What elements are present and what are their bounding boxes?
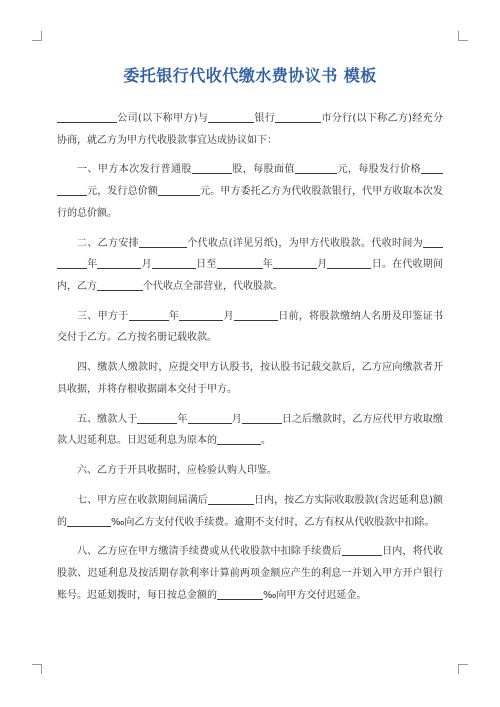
blank-field	[327, 256, 371, 269]
blank-field	[208, 110, 254, 123]
paragraph-2: 二、乙方安排 个代收点(详见另纸)，为甲方代收股款。代收时间为年 月 日至 年 月 日。在代收期间内，乙方 个代收点全部营业，代收股款。	[57, 233, 443, 298]
paragraph-4: 四、缴款人缴款时，应提交甲方认股书，按认股书记载交款后，乙方应向缴款者开具收据，并将存根收据副本交付于甲方。	[57, 362, 443, 395]
paragraph-3: 三、甲方于 年 月 日前，将股款缴纳人名册及印鉴证书交付于乙方。乙方按名册记载收款。	[57, 306, 443, 349]
blank-field	[234, 308, 278, 321]
blank-field	[57, 183, 87, 196]
blank-field	[179, 308, 223, 321]
blank-field	[97, 256, 141, 269]
paragraph-5: 五、缴款人于 年 月 日之后缴款时，乙方应代甲方收取缴款人迟延利息。日迟延利息为原本的 。	[57, 409, 443, 452]
blank-field	[217, 432, 261, 445]
blank-field	[158, 183, 200, 196]
blank-field	[423, 235, 443, 248]
crop-mark-top-right	[458, 31, 468, 41]
blank-field	[137, 411, 177, 424]
blank-field	[67, 514, 111, 527]
blank-field	[342, 543, 382, 556]
paragraph-intro: 公司(以下称甲方)与 银行 市分行(以下称乙方)经充分协商，就乙方为甲方代收股款事宜达成协议如下：	[57, 108, 443, 151]
paragraph-7: 七、甲方应在收款期间届满后 日内，按乙方实际收取股款(含迟延利息)额的 ‰向乙方支付代收手续费。逾期不支付时，乙方有权从代收股款中扣除。	[57, 490, 443, 533]
blank-field	[275, 110, 321, 123]
crop-mark-bottom-right	[458, 664, 468, 674]
blank-field	[139, 235, 187, 248]
crop-mark-bottom-left	[32, 664, 42, 674]
blank-field	[421, 161, 443, 174]
crop-mark-top-left	[32, 31, 42, 41]
paragraph-8: 八、乙方应在甲方缴清手续费或从代收股款中扣除手续费后 日内，将代收股款、迟延利息及按活期存款利率计算前两项金额应产生的利息一并划入甲方开户银行账号。迟延划拨时，每日按总金额的 ‰向甲方交付迟延金。	[57, 541, 443, 606]
document-title: 委托银行代收代缴水费协议书 模板	[123, 66, 377, 85]
blank-field	[57, 256, 87, 269]
blank-field	[188, 411, 232, 424]
blank-field	[129, 308, 169, 321]
blank-field	[208, 492, 254, 505]
blank-field	[295, 161, 337, 174]
blank-field	[217, 587, 263, 600]
document-body	[57, 108, 443, 615]
paragraph-6: 六、乙方于开具收据时，应检验认购人印鉴。	[77, 465, 277, 477]
paragraph-1: 一、甲方本次发行普通股 股，每股面值 元，每股发行价格元，发行总价额 元。甲方委托乙方为代收股款银行，代甲方收取本次发行的总价额。	[57, 159, 443, 224]
blank-field	[57, 110, 117, 123]
blank-field	[192, 161, 232, 174]
blank-field	[242, 411, 282, 424]
blank-field	[273, 256, 317, 269]
blank-field	[152, 256, 196, 269]
blank-field	[217, 256, 263, 269]
blank-field	[97, 278, 143, 291]
